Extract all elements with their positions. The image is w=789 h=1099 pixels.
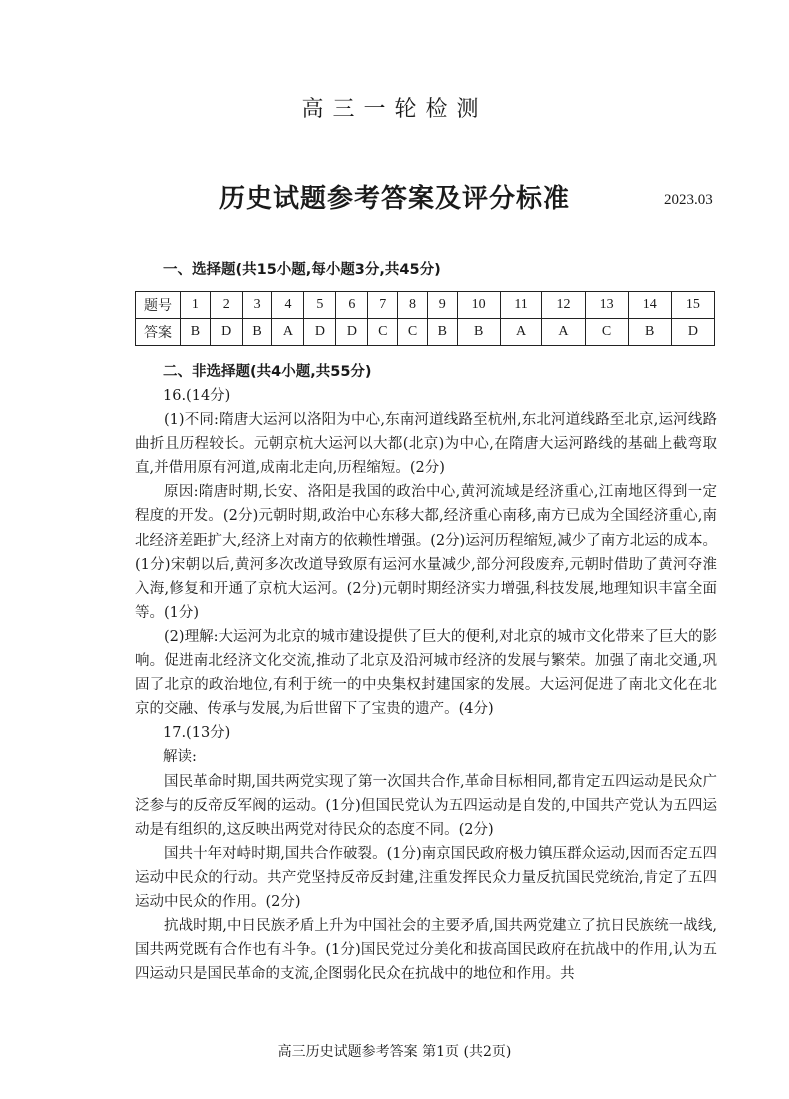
question-number: 10	[457, 292, 500, 319]
question-number: 7	[368, 292, 398, 319]
page-footer: 高三历史试题参考答案 第1页 (共2页)	[277, 1044, 512, 1060]
answer-cell: B	[242, 319, 272, 346]
q16-reason-answer: 原因:隋唐时期,长安、洛阳是我国的政治中心,黄河流域是经济重心,江南地区得到一定程度的开发。(2分)元朝时期,政治中心东移大都,经济重心南移,南方已成为全国经济重心,南北经济差距扩大,经济上对南方的依赖性增强。(2分)运河历程缩短,减少了南方北运的成本。(1分)宋朝以后,黄河多次改道导致原有运河水量减少,部分河段废弃,元朝时借助了黄河夺淮入海,修复和开通了京杭大运河。(2分)元朝时期经济实力增强,科技发展,地理知识丰富全面等。(1分)	[135, 484, 717, 621]
answer-cell: D	[671, 319, 714, 346]
subject-title: 历史试题参考答案及评分标准	[218, 184, 570, 214]
answer-cell: B	[427, 319, 457, 346]
question-number: 9	[427, 292, 457, 319]
answer-cell: B	[457, 319, 500, 346]
question-number: 5	[304, 292, 336, 319]
question-16-heading: 16.(14分)	[163, 388, 231, 404]
q17-paragraph-3: 抗战时期,中日民族矛盾上升为中国社会的主要矛盾,国共两党建立了抗日民族统一战线,国共两党既有合作也有斗争。(1分)国民党过分美化和拔高国民政府在抗战中的作用,认为五四运动只是国民革命的支流,企图弱化民众在抗战中的地位和作用。共	[135, 918, 717, 983]
question-number: 3	[242, 292, 272, 319]
answer-cell: A	[542, 319, 585, 346]
q17-paragraph-2: 国共十年对峙时期,国共合作破裂。(1分)南京国民政府极力镇压群众运动,因而否定五四运动中民众的行动。共产党坚持反帝反封建,注重发挥民众力量反抗国民党统治,肯定了五四运动中民众的作用。(2分)	[135, 845, 717, 910]
question-number: 2	[210, 292, 242, 319]
answer-cell: C	[398, 319, 428, 346]
section-1-heading: 一、选择题(共15小题,每小题3分,共45分)	[163, 262, 441, 278]
answer-cell: D	[210, 319, 242, 346]
answer-cell: D	[304, 319, 336, 346]
row-label-answer: 答案	[136, 319, 181, 346]
question-number: 11	[500, 292, 542, 319]
q17-paragraph-1: 国民革命时期,国共两党实现了第一次国共合作,革命目标相同,都肯定五四运动是民众广泛参与的反帝反军阀的运动。(1分)但国民党认为五四运动是自发的,中国共产党认为五四运动是有组织的,这反映出两党对待民众的态度不同。(2分)	[135, 773, 717, 838]
answer-cell: D	[336, 319, 368, 346]
answer-cell: A	[272, 319, 304, 346]
answer-body	[135, 384, 717, 986]
answer-cell: B	[628, 319, 671, 346]
question-number: 13	[585, 292, 628, 319]
q17-label: 解读:	[163, 749, 197, 766]
question-17-heading: 17.(13分)	[163, 725, 231, 742]
answer-table	[135, 291, 715, 346]
question-number: 8	[398, 292, 428, 319]
row-label-question: 题号	[136, 292, 181, 319]
q16-part1-answer: (1)不同:隋唐大运河以洛阳为中心,东南河道线路至杭州,东北河道线路至北京,运河线路曲折且历程较长。元朝京杭大运河以大都(北京)为中心,在隋唐大运河路线的基础上截弯取直,并借用原有河道,成南北走向,历程缩短。(2分)	[135, 412, 717, 477]
question-number-row	[136, 292, 715, 319]
q16-part2-answer: (2)理解:大运河为北京的城市建设提供了巨大的便利,对北京的城市文化带来了巨大的影响。促进南北经济文化交流,推动了北京及沿河城市经济的发展与繁荣。加强了南北交通,巩固了北京的政治地位,有利于统一的中央集权封建国家的发展。大运河促进了南北文化在北京的交融、传承与发展,为后世留下了宝贵的遗产。(4分)	[135, 628, 717, 718]
question-number: 14	[628, 292, 671, 319]
question-number: 12	[542, 292, 585, 319]
answer-cell: A	[500, 319, 542, 346]
answer-cell: C	[368, 319, 398, 346]
answer-cell: C	[585, 319, 628, 346]
answer-cell: B	[181, 319, 211, 346]
question-number: 15	[671, 292, 714, 319]
question-number: 4	[272, 292, 304, 319]
section-2-heading: 二、非选择题(共4小题,共55分)	[163, 364, 372, 380]
answer-row	[136, 319, 715, 346]
exam-title: 高三一轮检测	[301, 97, 488, 122]
question-number: 6	[336, 292, 368, 319]
question-number: 1	[181, 292, 211, 319]
exam-date: 2023.03	[664, 192, 713, 208]
